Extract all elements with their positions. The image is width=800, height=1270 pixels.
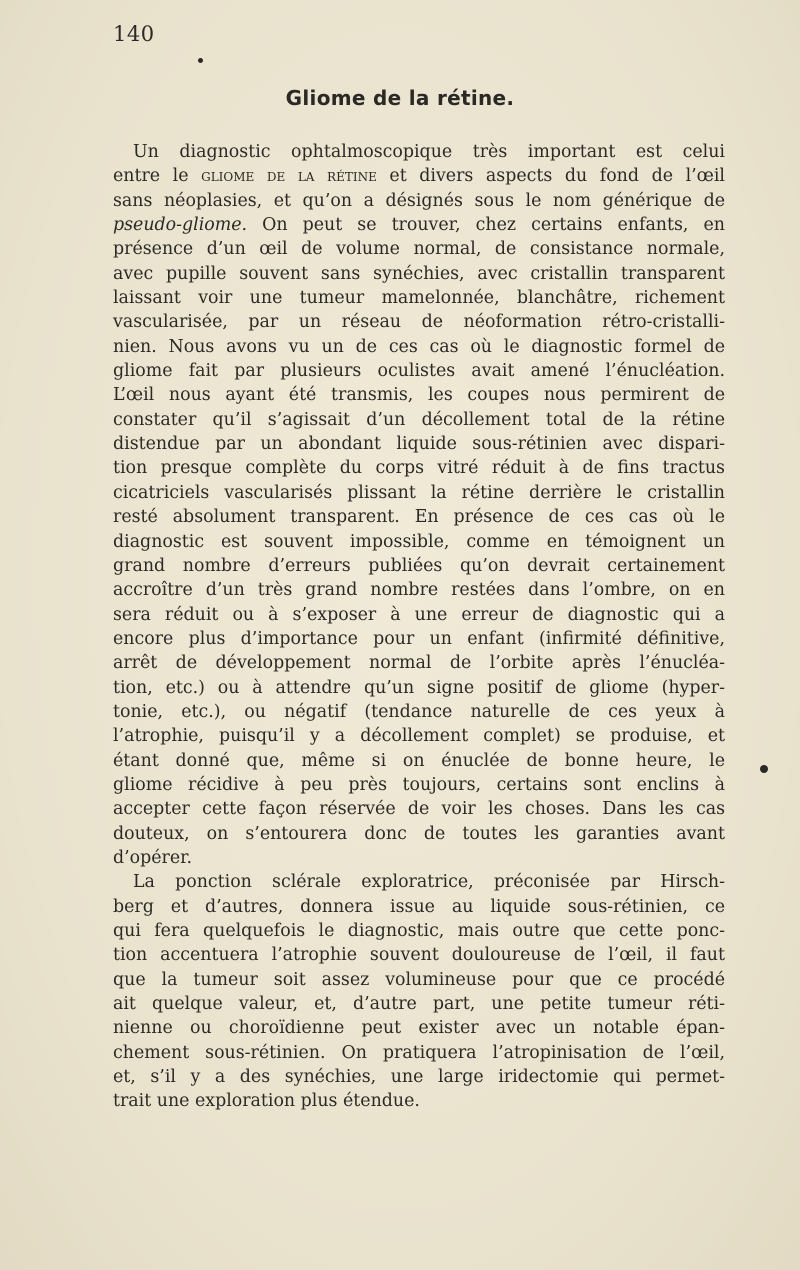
text-line: pseudo-gliome. On peut se trouver, chez certains enfants, en	[113, 215, 725, 236]
text-line: d’opérer.	[113, 847, 193, 868]
text-line: que la tumeur soit assez volumineuse pour que ce procédé	[113, 969, 725, 990]
text-line: Un diagnostic ophtalmoscopique très important est celui	[133, 142, 725, 162]
text-line: nien. Nous avons vu un de ces cas où le diagnostic formel de	[113, 336, 725, 357]
text-line: accepter cette façon réservée de voir les choses. Dans les cas	[113, 799, 725, 820]
text-line: douteux, on s’entourera donc de toutes les garanties avant	[113, 823, 725, 844]
text-line: grand nombre d’erreurs publiées qu’on devrait certainement	[113, 555, 725, 576]
ink-speck	[198, 58, 203, 63]
text-line: gliome fait par plusieurs oculistes avait amené l’énucléation.	[113, 361, 725, 382]
ink-speck	[760, 765, 768, 773]
text-line: vascularisée, par un réseau de néoformation rétro-cristalli-	[113, 312, 725, 333]
text-line: présence d’un œil de volume normal, de consistance normale,	[113, 239, 725, 260]
text-line: diagnostic est souvent impossible, comme en témoignent un	[113, 531, 725, 552]
text-line: cicatriciels vascularisés plissant la rétine derrière le cristallin	[113, 482, 725, 503]
text-line: tion presque complète du corps vitré réduit à de fins tractus	[113, 458, 725, 479]
text-line: berg et d’autres, donnera issue au liquide sous-rétinien, ce	[113, 896, 725, 917]
text-line: gliome récidive à peu près toujours, certains sont enclins à	[113, 774, 725, 795]
text-line: resté absolument transparent. En présence de ces cas où le	[113, 507, 725, 528]
text-line: chement sous-rétinien. On pratiquera l’atropinisation de l’œil,	[113, 1042, 725, 1063]
text-line: et, s’il y a des synéchies, une large iridectomie qui permet-	[113, 1067, 725, 1088]
italic-term: pseudo-gliome.	[113, 215, 248, 236]
text-line: étant donné que, même si on énuclée de bonne heure, le	[113, 750, 725, 771]
text-line: La ponction sclérale exploratrice, préconisée par Hirsch-	[133, 872, 725, 893]
text-line: entre le gliome de la rétine et divers aspects du fond de l’œil	[113, 166, 725, 187]
text-line: accroître d’un très grand nombre restées dans l’ombre, on en	[113, 580, 725, 601]
text-line: avec pupille souvent sans synéchies, avec cristallin transparent	[113, 263, 725, 284]
paragraph-1	[113, 140, 725, 870]
text-line: ait quelque valeur, et, d’autre part, une petite tumeur réti-	[113, 994, 725, 1015]
text-line: L’œil nous ayant été transmis, les coupes nous permirent de	[113, 385, 725, 406]
page-number: 140	[113, 22, 155, 46]
text-line: arrêt de développement normal de l’orbite après l’énucléa-	[113, 653, 725, 674]
text-line: tion, etc.) ou à attendre qu’un signe positif de gliome (hyper-	[113, 677, 725, 698]
text-line: encore plus d’importance pour un enfant (infirmité définitive,	[113, 628, 725, 649]
small-caps-term: gliome de la rétine	[201, 166, 377, 187]
text-line: sans néoplasies, et qu’on a désignés sous le nom générique de	[113, 190, 725, 211]
paragraph-2	[113, 870, 725, 1113]
text-line: trait une exploration plus étendue.	[113, 1091, 420, 1112]
text-line: laissant voir une tumeur mamelonnée, blanchâtre, richement	[113, 288, 725, 309]
text-line: constater qu’il s’agissait d’un décollement total de la rétine	[113, 409, 725, 430]
text-line: distendue par un abondant liquide sous-rétinien avec dispari-	[113, 434, 725, 455]
page-title: Gliome de la rétine.	[285, 86, 515, 110]
body-text	[113, 140, 725, 1114]
text-line: qui fera quelquefois le diagnostic, mais outre que cette ponc-	[113, 921, 725, 941]
text-line: l’atrophie, puisqu’il y a décollement complet) se produise, et	[113, 726, 725, 747]
text-line: tion accentuera l’atrophie souvent douloureuse de l’œil, il faut	[113, 945, 725, 966]
text-line: sera réduit ou à s’exposer à une erreur de diagnostic qui a	[113, 604, 725, 625]
text-line: tonie, etc.), ou négatif (tendance naturelle de ces yeux à	[113, 701, 725, 722]
text-line: nienne ou choroïdienne peut exister avec un notable épan-	[113, 1018, 725, 1039]
